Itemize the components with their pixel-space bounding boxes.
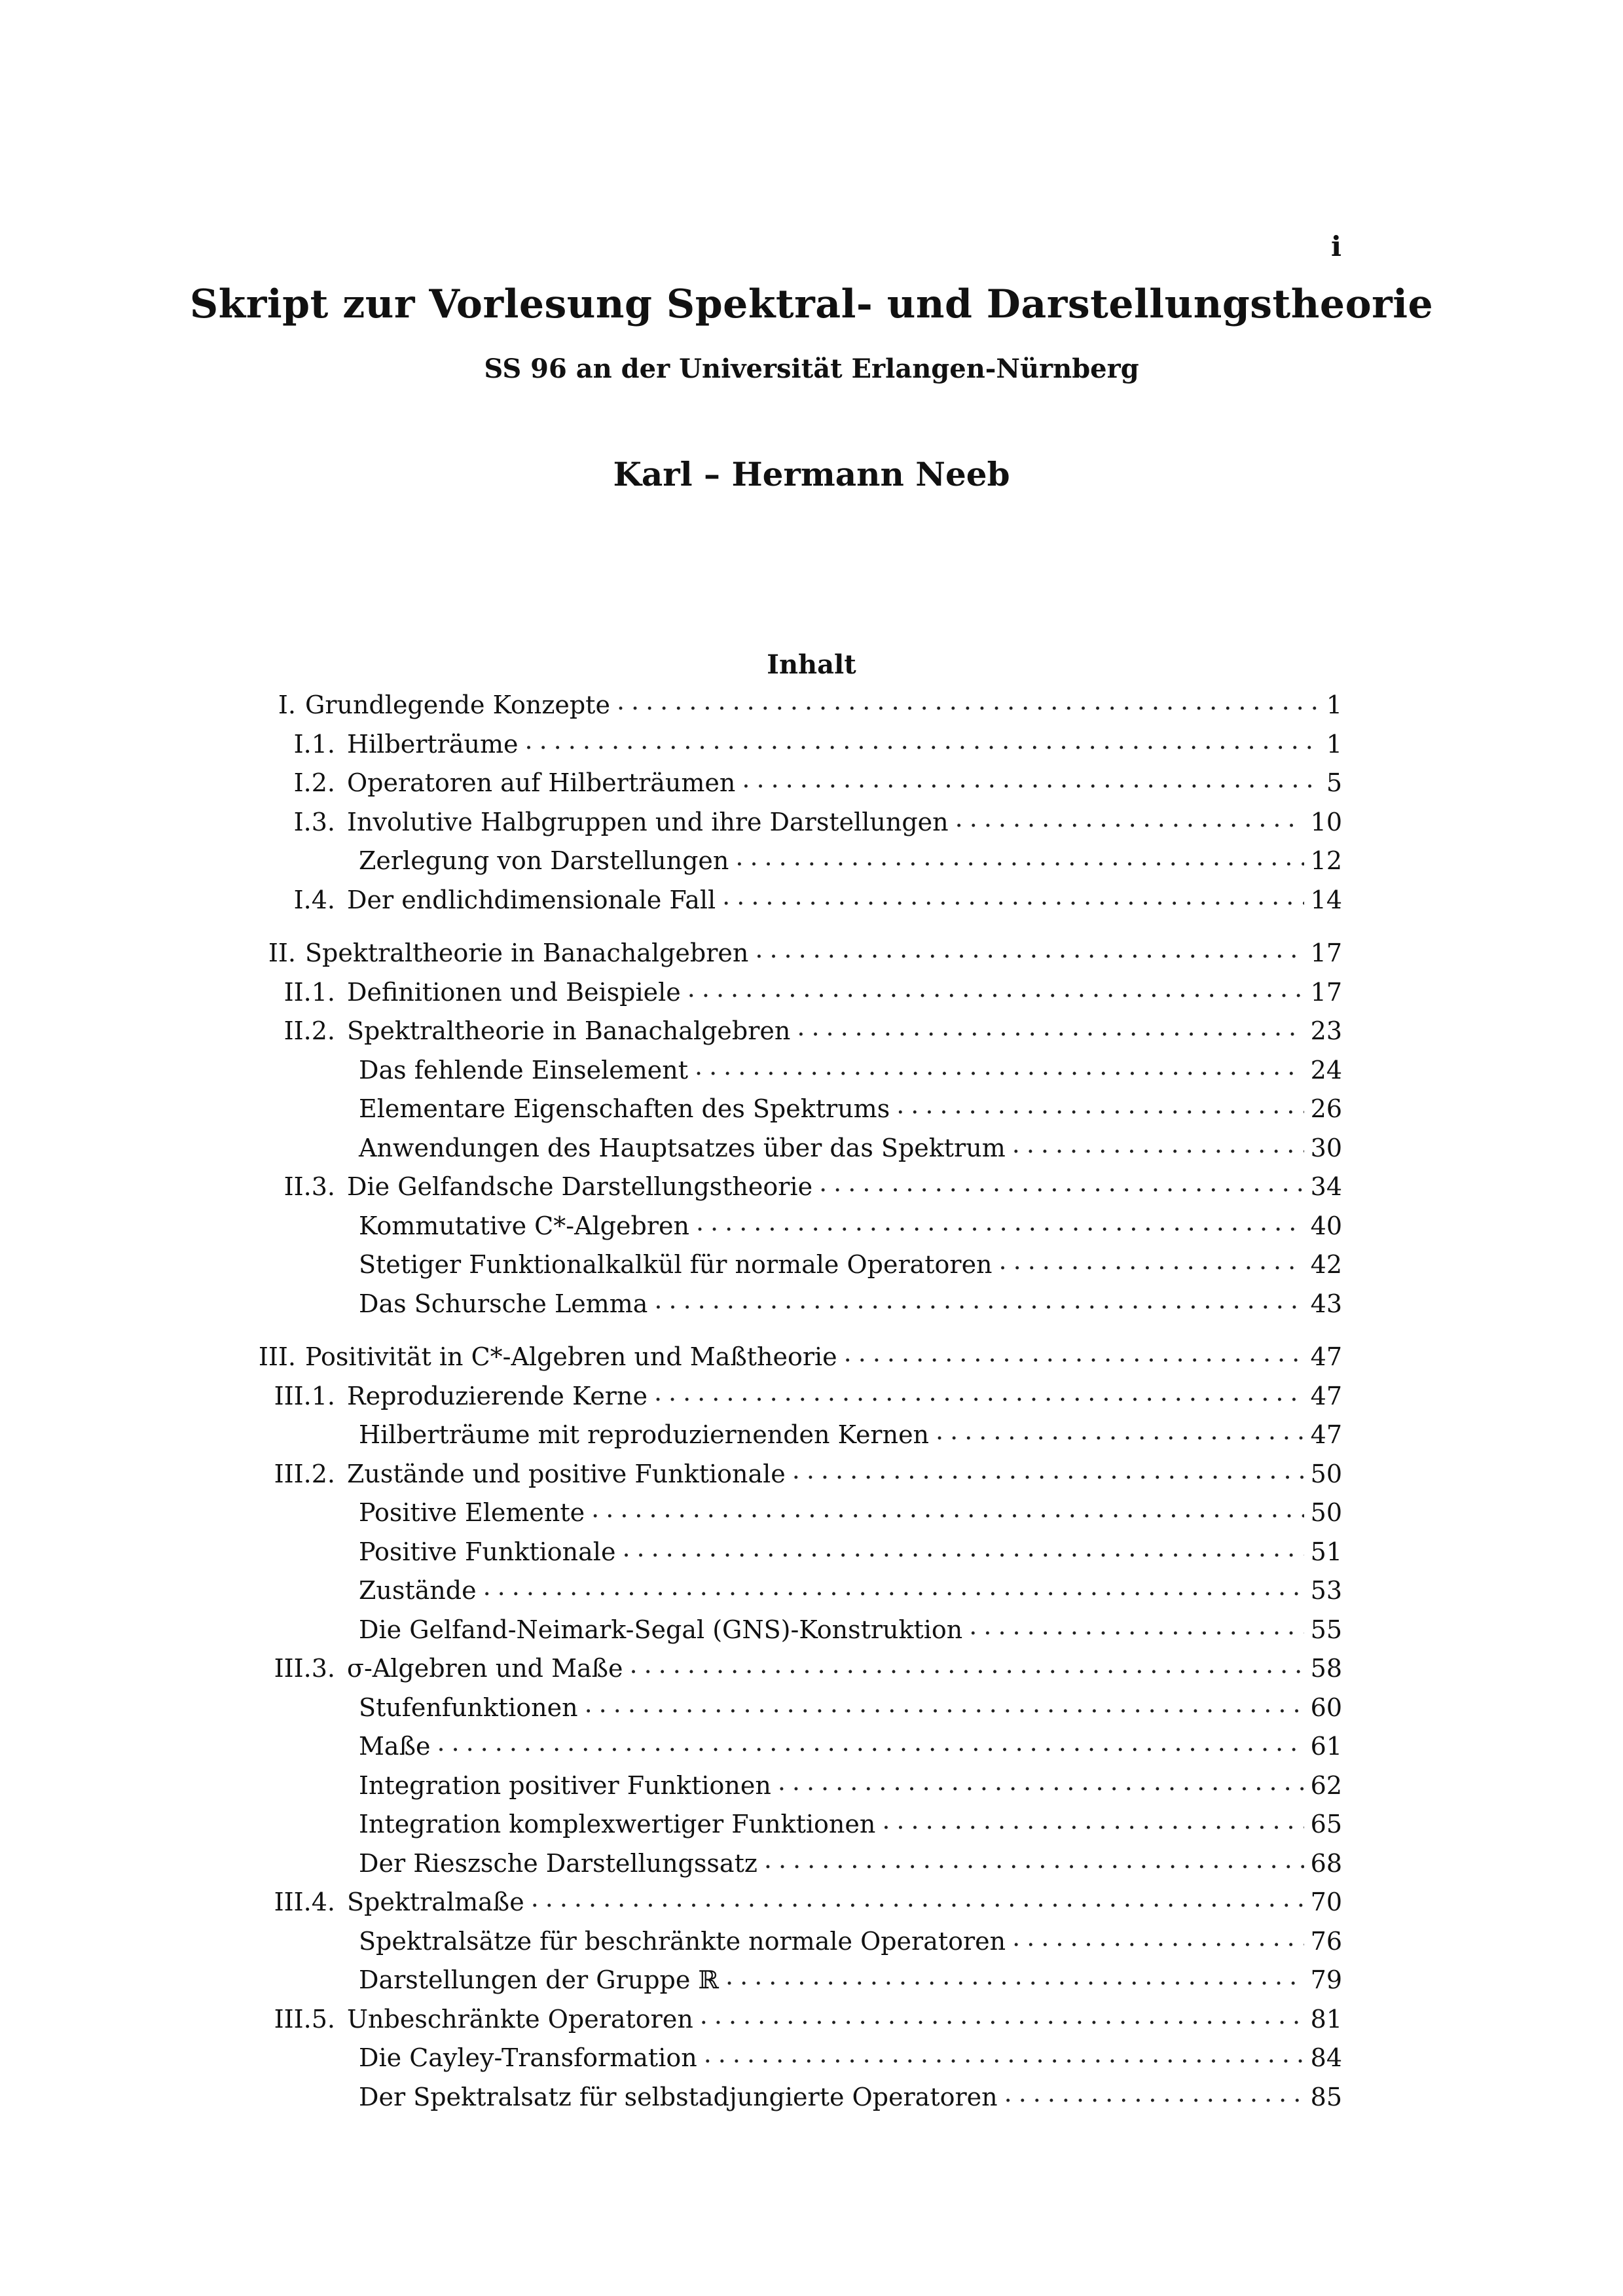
toc-leader-dots bbox=[1012, 1125, 1304, 1164]
toc-entry[interactable] bbox=[216, 973, 1342, 1013]
toc-leader-dots bbox=[936, 1412, 1304, 1451]
toc-entry-page: 84 bbox=[1310, 2043, 1342, 2072]
toc-entry-number: III.5. bbox=[274, 2004, 335, 2034]
toc-entry[interactable] bbox=[216, 1883, 1342, 1922]
toc-leader-dots bbox=[882, 1801, 1304, 1840]
toc-leader-dots bbox=[764, 1840, 1304, 1880]
toc-entry-title: Stufenfunktionen bbox=[359, 1693, 578, 1722]
toc-entry-title: Der Spektralsatz für selbstadjungierte Operatoren bbox=[359, 2082, 998, 2111]
toc-entry-number: II.1. bbox=[283, 977, 335, 1007]
toc-leader-dots bbox=[999, 1242, 1304, 1281]
toc-entry-page: 62 bbox=[1310, 1770, 1342, 1800]
toc-entry-title: Reproduzierende Kerne bbox=[347, 1381, 647, 1410]
toc-leader-dots bbox=[654, 1373, 1304, 1412]
toc-entry-title: Operatoren auf Hilberträumen bbox=[347, 768, 736, 797]
toc-entry-number: I.3. bbox=[293, 807, 335, 836]
toc-entry-title: Definitionen und Beispiele bbox=[347, 977, 681, 1007]
toc-entry-title: σ-Algebren und Maße bbox=[347, 1654, 623, 1683]
toc-heading: Inhalt bbox=[767, 649, 856, 680]
toc-entry-page: 34 bbox=[1310, 1172, 1342, 1201]
author-name: Karl – Hermann Neeb bbox=[613, 455, 1010, 493]
toc-entry[interactable] bbox=[216, 1571, 1342, 1611]
toc-entry-page: 55 bbox=[1310, 1615, 1342, 1644]
toc-entry[interactable] bbox=[216, 803, 1342, 842]
toc-entry-title: Zustände und positive Funktionale bbox=[347, 1459, 786, 1488]
toc-entry-title: Die Gelfand-Neimark-Segal (GNS)-Konstruktion bbox=[359, 1615, 963, 1644]
page-number: i bbox=[1331, 230, 1341, 262]
toc-leader-dots bbox=[1012, 1918, 1304, 1958]
toc-entry[interactable] bbox=[216, 1207, 1342, 1246]
toc-entry-page: 47 bbox=[1310, 1381, 1342, 1410]
toc-entry-page: 1 bbox=[1326, 691, 1342, 719]
toc-entry[interactable] bbox=[216, 1767, 1342, 1806]
toc-entry-page: 24 bbox=[1310, 1055, 1342, 1085]
toc-entry[interactable] bbox=[216, 1246, 1342, 1285]
toc-entry[interactable] bbox=[216, 2039, 1342, 2078]
toc-entry-page: 50 bbox=[1310, 1498, 1342, 1527]
toc-entry-page: 12 bbox=[1310, 846, 1342, 875]
toc-entry-title: Positive Elemente bbox=[359, 1498, 585, 1527]
toc-entry[interactable] bbox=[216, 764, 1342, 803]
toc-entry[interactable] bbox=[216, 1611, 1342, 1650]
toc-entry-title: Kommutative C*-Algebren bbox=[359, 1211, 689, 1240]
toc-entry-title: Spektraltheorie in Banachalgebren bbox=[305, 939, 749, 967]
toc-leader-dots bbox=[955, 799, 1304, 838]
toc-leader-dots bbox=[819, 1164, 1304, 1203]
toc-entry-page: 30 bbox=[1310, 1133, 1342, 1162]
toc-entry-page: 61 bbox=[1310, 1732, 1342, 1761]
toc-entry-page: 17 bbox=[1310, 977, 1342, 1007]
document-subtitle: SS 96 an der Universität Erlangen-Nürnberg bbox=[484, 353, 1139, 384]
toc-entry-title: Zustände bbox=[359, 1576, 477, 1605]
toc-entry-page: 47 bbox=[1310, 1342, 1342, 1371]
toc-entry-number: I. bbox=[278, 691, 296, 719]
toc-entry-number: III.3. bbox=[274, 1654, 335, 1683]
toc-entry[interactable] bbox=[216, 1090, 1342, 1129]
toc-entry[interactable] bbox=[216, 1416, 1342, 1455]
toc-entry-page: 23 bbox=[1310, 1016, 1342, 1045]
toc-entry-title: Hilberträume bbox=[347, 729, 519, 759]
toc-entry-title: Grundlegende Konzepte bbox=[305, 691, 610, 719]
toc-entry-page: 60 bbox=[1310, 1693, 1342, 1722]
toc-entry-page: 47 bbox=[1310, 1420, 1342, 1449]
toc-entry[interactable] bbox=[216, 1533, 1342, 1572]
toc-leader-dots bbox=[695, 1047, 1304, 1086]
toc-entry-title: Integration positiver Funktionen bbox=[359, 1770, 771, 1800]
toc-leader-dots bbox=[591, 1490, 1304, 1529]
toc-entry[interactable] bbox=[216, 1689, 1342, 1728]
toc-leader-dots bbox=[622, 1529, 1304, 1568]
toc-entry-number: I.4. bbox=[293, 885, 335, 914]
toc-entry[interactable] bbox=[216, 1051, 1342, 1090]
toc-entry-page: 70 bbox=[1310, 1888, 1342, 1916]
toc-entry-page: 65 bbox=[1310, 1810, 1342, 1839]
toc-entry-title: Zerlegung von Darstellungen bbox=[359, 846, 729, 875]
toc-leader-dots bbox=[483, 1568, 1304, 1607]
toc-entry-number: III.1. bbox=[274, 1381, 335, 1410]
toc-leader-dots bbox=[778, 1763, 1304, 1802]
toc-leader-dots bbox=[437, 1723, 1304, 1763]
toc-leader-dots bbox=[1004, 2074, 1304, 2113]
toc-entry[interactable] bbox=[216, 725, 1342, 764]
toc-entry[interactable] bbox=[216, 1338, 1342, 1377]
toc-leader-dots bbox=[525, 721, 1320, 761]
toc-entry[interactable] bbox=[216, 1012, 1342, 1051]
toc-entry-title: Positivität in C*-Algebren und Maßtheorie bbox=[305, 1342, 837, 1371]
toc-entry-title: Das Schursche Lemma bbox=[359, 1289, 648, 1318]
toc-leader-dots bbox=[531, 1879, 1304, 1918]
toc-entry[interactable] bbox=[216, 1285, 1342, 1324]
toc-leader-dots bbox=[687, 969, 1304, 1009]
toc-leader-dots bbox=[742, 760, 1319, 799]
toc-leader-dots bbox=[630, 1645, 1304, 1685]
toc-entry[interactable] bbox=[216, 1455, 1342, 1494]
toc-entry-page: 79 bbox=[1310, 1965, 1342, 1994]
toc-leader-dots bbox=[617, 682, 1320, 721]
toc-entry-title: Hilberträume mit reproduziernenden Kernen bbox=[359, 1420, 930, 1449]
toc-entry-title: Spektralsätze für beschränkte normale Operatoren bbox=[359, 1926, 1006, 1956]
toc-entry-page: 81 bbox=[1310, 2004, 1342, 2034]
toc-entry-title: Elementare Eigenschaften des Spektrums bbox=[359, 1094, 890, 1123]
toc-entry[interactable] bbox=[216, 1168, 1342, 1207]
toc-entry-number: III. bbox=[258, 1342, 296, 1371]
toc-entry[interactable] bbox=[216, 1805, 1342, 1844]
toc-entry-page: 58 bbox=[1310, 1654, 1342, 1683]
toc-entry-title: Der endlichdimensionale Fall bbox=[347, 885, 716, 914]
toc-entry-page: 1 bbox=[1326, 729, 1342, 759]
toc-entry-page: 51 bbox=[1310, 1537, 1342, 1566]
toc-entry-title: Positive Funktionale bbox=[359, 1537, 616, 1566]
toc-entry-title: Spektralmaße bbox=[347, 1888, 524, 1916]
toc-entry-page: 5 bbox=[1326, 768, 1342, 797]
toc-leader-dots bbox=[735, 838, 1304, 877]
toc-entry-page: 85 bbox=[1310, 2082, 1342, 2111]
toc-entry[interactable] bbox=[216, 686, 1342, 725]
toc-leader-dots bbox=[797, 1008, 1304, 1047]
toc-leader-dots bbox=[696, 1203, 1304, 1242]
toc-entry[interactable] bbox=[216, 1961, 1342, 2000]
toc-entry[interactable] bbox=[216, 1494, 1342, 1533]
table-of-contents bbox=[216, 686, 1342, 2117]
toc-entry-title: Das fehlende Einselement bbox=[359, 1055, 688, 1085]
toc-entry-page: 68 bbox=[1310, 1848, 1342, 1878]
toc-entry-page: 26 bbox=[1310, 1094, 1342, 1123]
toc-entry-page: 10 bbox=[1310, 807, 1342, 836]
toc-entry-page: 14 bbox=[1310, 885, 1342, 914]
toc-entry-number: III.2. bbox=[274, 1459, 335, 1488]
toc-entry-title: Der Rieszsche Darstellungssatz bbox=[359, 1848, 757, 1878]
toc-entry-page: 42 bbox=[1310, 1250, 1342, 1279]
toc-leader-dots bbox=[654, 1281, 1304, 1320]
toc-entry-title: Die Gelfandsche Darstellungstheorie bbox=[347, 1172, 813, 1201]
toc-entry-title: Maße bbox=[359, 1732, 431, 1761]
toc-entry[interactable] bbox=[216, 1844, 1342, 1884]
toc-entry[interactable] bbox=[216, 2000, 1342, 2039]
toc-entry[interactable] bbox=[216, 2078, 1342, 2117]
toc-leader-dots bbox=[700, 1996, 1304, 2036]
toc-leader-dots bbox=[755, 930, 1304, 969]
toc-entry-title: Spektraltheorie in Banachalgebren bbox=[347, 1016, 791, 1045]
toc-leader-dots bbox=[704, 2035, 1304, 2074]
toc-entry-page: 40 bbox=[1310, 1211, 1342, 1240]
toc-leader-dots bbox=[969, 1607, 1304, 1646]
toc-entry[interactable] bbox=[216, 1727, 1342, 1767]
document-title: Skript zur Vorlesung Spektral- und Darstellungstheorie bbox=[189, 281, 1434, 327]
toc-leader-dots bbox=[722, 877, 1304, 916]
toc-entry-page: 76 bbox=[1310, 1926, 1342, 1956]
toc-entry-title: Unbeschränkte Operatoren bbox=[347, 2004, 693, 2034]
toc-entry-title: Involutive Halbgruppen und ihre Darstellungen bbox=[347, 807, 949, 836]
toc-entry[interactable] bbox=[216, 1649, 1342, 1689]
toc-entry-title: Darstellungen der Gruppe ℝ bbox=[359, 1965, 720, 1994]
toc-entry-title: Integration komplexwertiger Funktionen bbox=[359, 1810, 876, 1839]
toc-entry-number: I.1. bbox=[293, 729, 335, 759]
toc-entry-page: 53 bbox=[1310, 1576, 1342, 1605]
toc-entry[interactable] bbox=[216, 842, 1342, 881]
toc-entry-title: Anwendungen des Hauptsatzes über das Spektrum bbox=[359, 1133, 1006, 1162]
toc-entry[interactable] bbox=[216, 1922, 1342, 1962]
toc-entry-title: Stetiger Funktionalkalkül für normale Operatoren bbox=[359, 1250, 993, 1279]
toc-entry-title: Die Cayley-Transformation bbox=[359, 2043, 697, 2072]
toc-leader-dots bbox=[585, 1685, 1304, 1724]
toc-entry-page: 50 bbox=[1310, 1459, 1342, 1488]
toc-entry-number: II.3. bbox=[283, 1172, 335, 1201]
toc-entry[interactable] bbox=[216, 1377, 1342, 1416]
toc-entry[interactable] bbox=[216, 934, 1342, 973]
toc-entry[interactable] bbox=[216, 881, 1342, 920]
toc-leader-dots bbox=[844, 1334, 1304, 1373]
toc-entry-number: I.2. bbox=[293, 768, 335, 797]
toc-entry-number: II.2. bbox=[283, 1016, 335, 1045]
toc-entry[interactable] bbox=[216, 1129, 1342, 1168]
toc-leader-dots bbox=[792, 1451, 1304, 1490]
toc-entry-number: III.4. bbox=[274, 1888, 335, 1916]
toc-leader-dots bbox=[896, 1086, 1304, 1125]
toc-entry-number: II. bbox=[268, 939, 296, 967]
toc-entry-page: 17 bbox=[1310, 939, 1342, 967]
toc-entry-page: 43 bbox=[1310, 1289, 1342, 1318]
toc-leader-dots bbox=[725, 1957, 1304, 1996]
